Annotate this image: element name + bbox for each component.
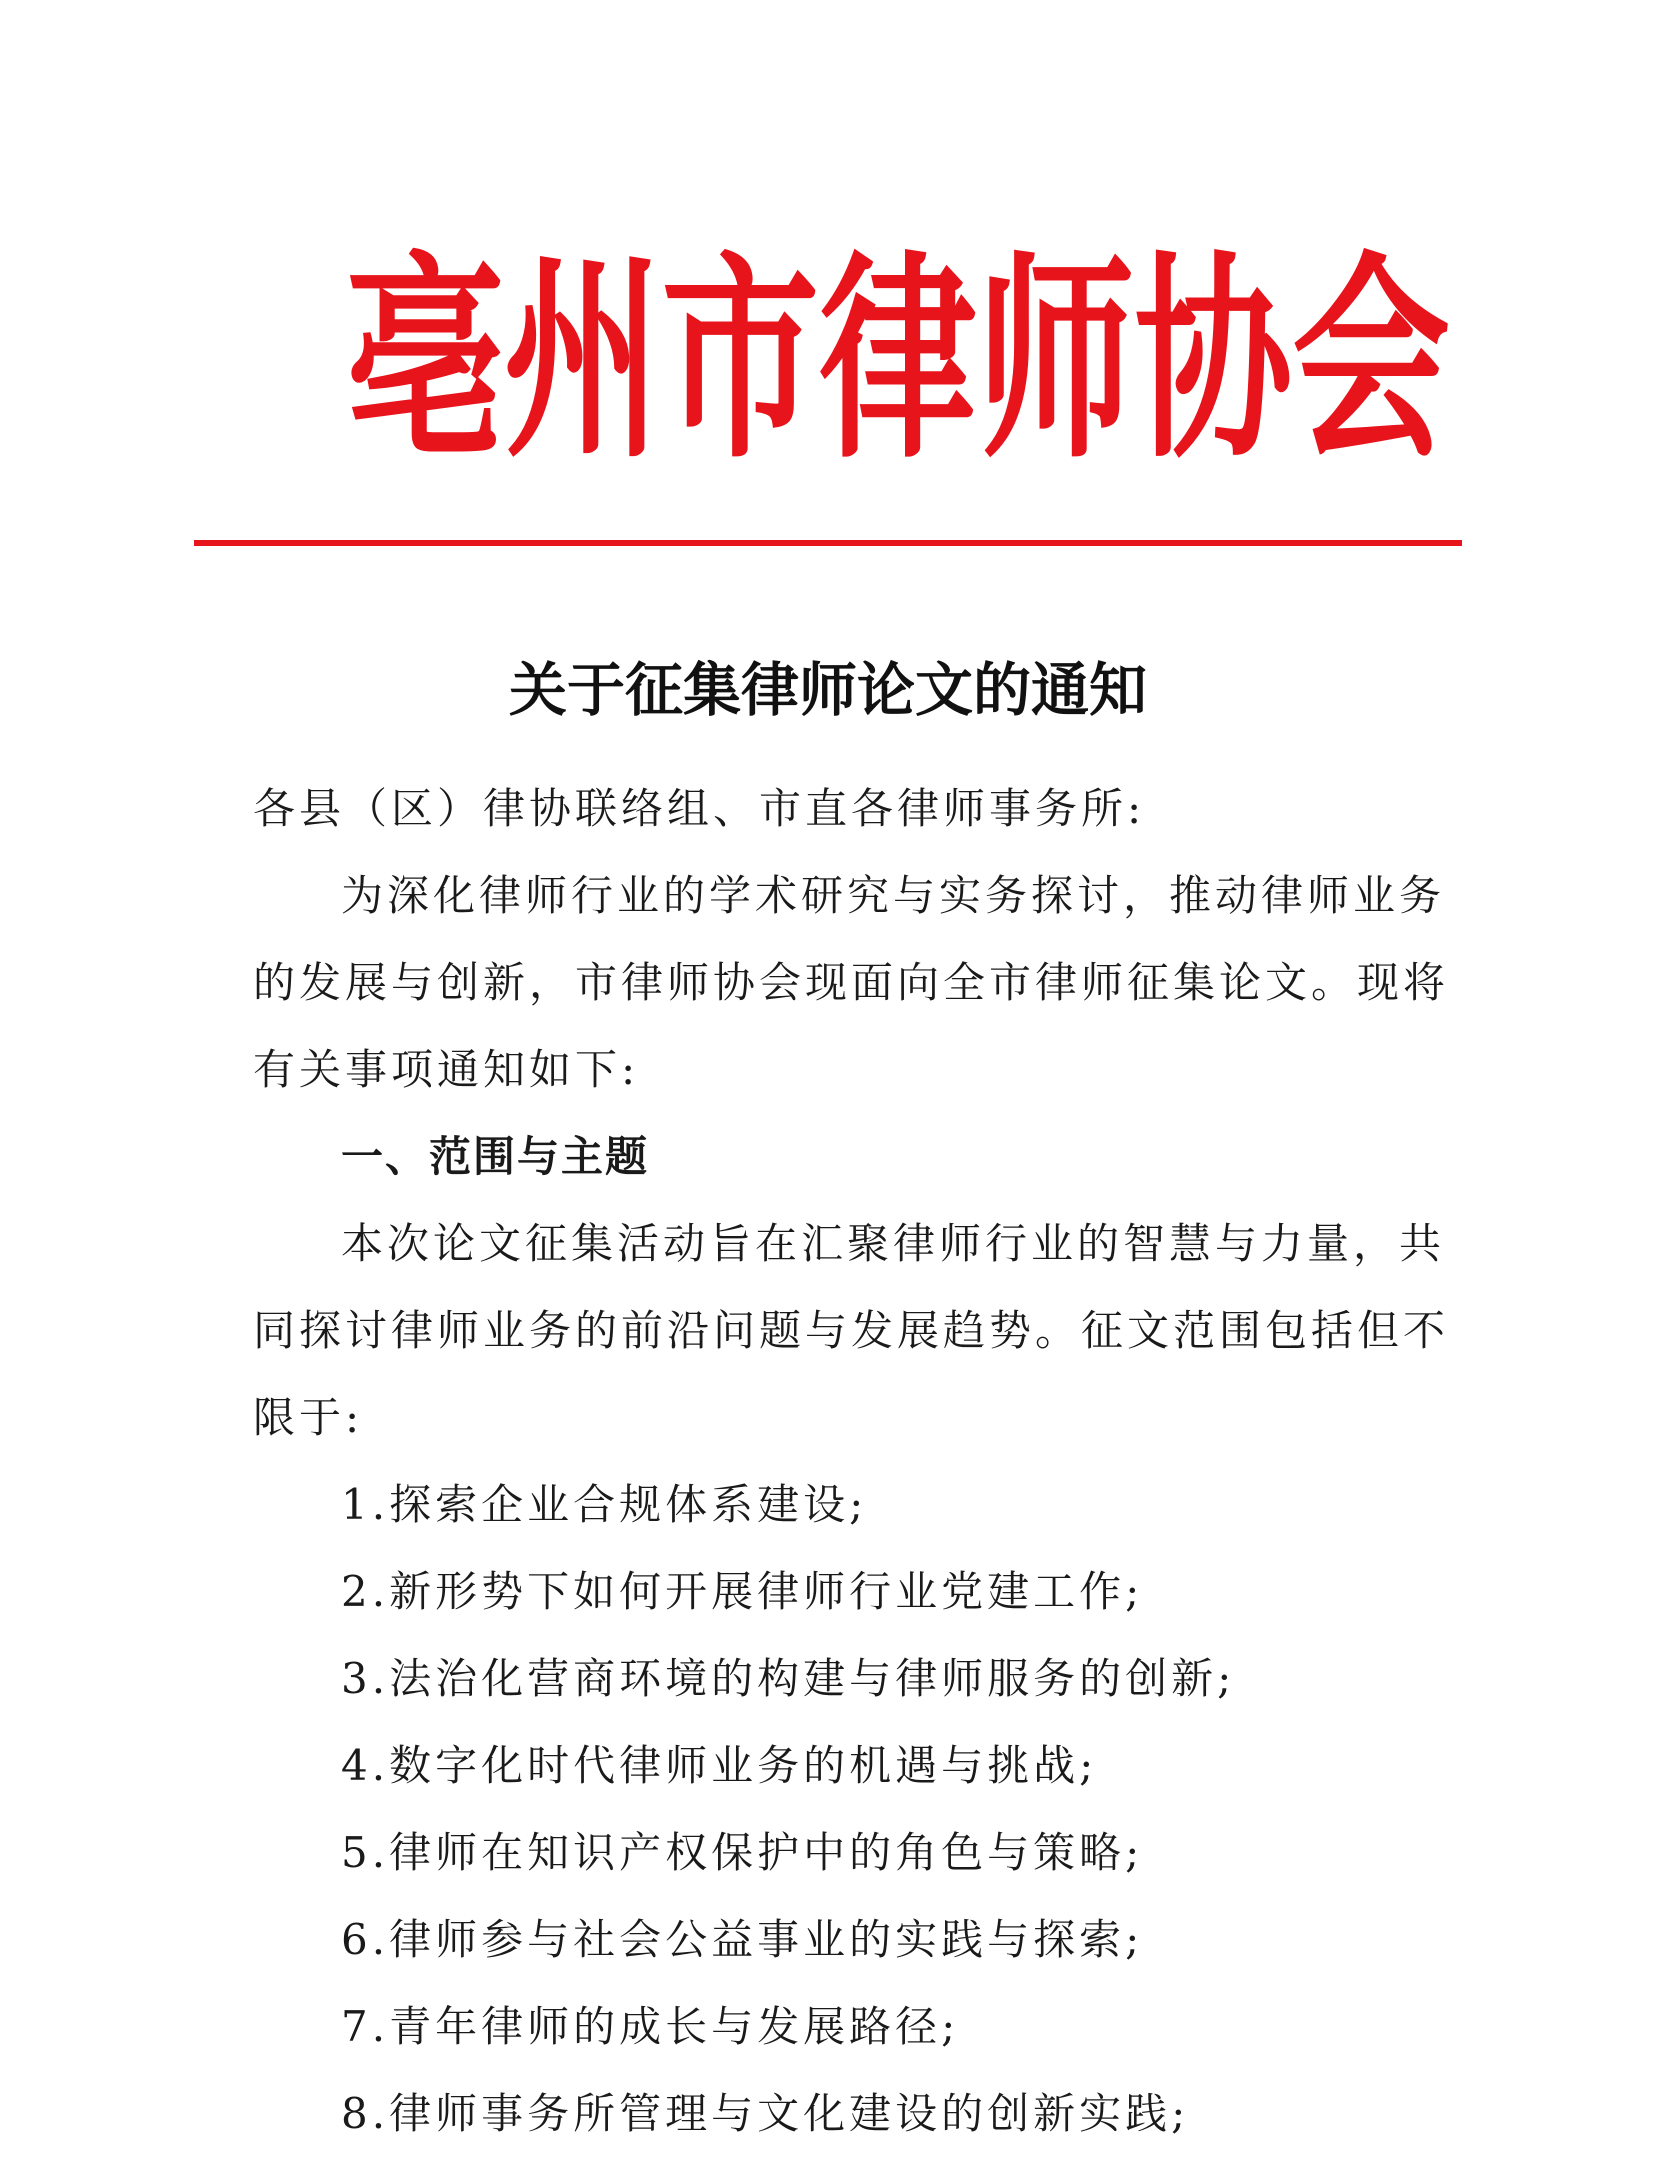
section1-line-2: 同探讨律师业务的前沿问题与发展趋势。征文范围包括但不	[253, 1306, 1450, 1355]
topic-item-8: 8.律师事务所管理与文化建设的创新实践;	[341, 2089, 1190, 2138]
topic-item-4: 4.数字化时代律师业务的机遇与挑战;	[341, 1741, 1098, 1790]
salutation: 各县（区）律协联络组、市直各律师事务所:	[253, 784, 1146, 833]
intro-line-3: 有关事项通知如下:	[253, 1045, 640, 1094]
document-title: 关于征集律师论文的通知	[508, 656, 1147, 724]
section1-line-3: 限于:	[253, 1393, 364, 1442]
topic-item-6: 6.律师参与社会公益事业的实践与探索;	[341, 1915, 1144, 1964]
section1-line-1: 本次论文征集活动旨在汇聚律师行业的智慧与力量，共	[341, 1219, 1446, 1268]
topic-item-5: 5.律师在知识产权保护中的角色与策略;	[341, 1828, 1144, 1877]
letterhead-red-rule	[194, 540, 1462, 546]
topic-item-7: 7.青年律师的成长与发展路径;	[341, 2002, 960, 2051]
topic-item-1: 1.探索企业合规体系建设;	[341, 1480, 868, 1529]
document-body	[253, 765, 1450, 2157]
intro-line-1: 为深化律师行业的学术研究与实务探讨，推动律师业务	[341, 871, 1446, 920]
intro-line-2: 的发展与创新，市律师协会现面向全市律师征集论文。现将	[253, 958, 1450, 1007]
topic-item-2: 2.新形势下如何开展律师行业党建工作;	[341, 1567, 1144, 1616]
section-heading-scope: 一、范围与主题	[341, 1132, 650, 1181]
letterhead-org-name: 亳州市律师协会	[346, 231, 1450, 488]
topic-item-3: 3.法治化营商环境的构建与律师服务的创新;	[341, 1654, 1236, 1703]
